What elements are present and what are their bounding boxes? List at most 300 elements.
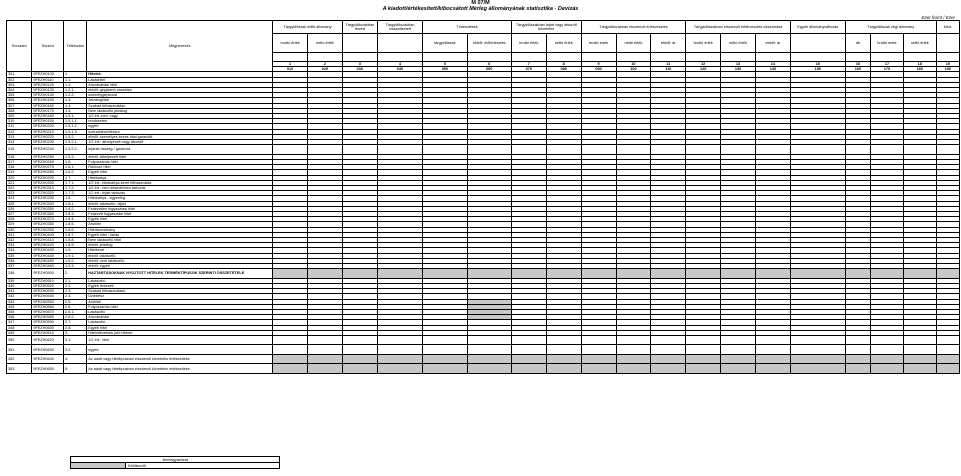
data-cell[interactable] [423,364,467,374]
row-megnevezes: Szabad felhasználású [87,289,273,294]
row-sorszam: 325 [7,201,32,206]
col-spacer [686,53,721,62]
row-sorszam: 343 [7,299,32,304]
row-sorkod: 9FEZH0130 [32,88,64,93]
data-cell[interactable] [651,269,686,279]
data-cell[interactable] [581,345,616,355]
data-cell[interactable] [651,335,686,345]
data-cell[interactable] [342,345,377,355]
data-cell[interactable] [871,145,904,155]
data-cell[interactable] [651,145,686,155]
legend-title: Jelmagyarázat [71,457,280,463]
data-cell[interactable] [273,269,308,279]
data-cell[interactable] [308,335,343,345]
data-cell[interactable] [651,354,686,364]
row-tetelszam: 2.6.2. [64,315,87,320]
data-cell[interactable] [546,145,581,155]
col-sub-header [377,34,422,53]
data-cell[interactable] [467,354,511,364]
data-cell[interactable] [651,364,686,374]
row-tetelszam: 3.2. [64,345,87,355]
row-sorkod: 9FEZH0460 [32,264,64,269]
row-sorszam: 307 [7,103,32,108]
data-cell[interactable] [721,269,756,279]
col-group-header: Törlesztések [423,21,512,34]
row-tetelszam: 2.6. [64,304,87,309]
row-sorszam: 351 [7,345,32,355]
col-sub-header [342,34,377,53]
data-cell[interactable] [845,345,870,355]
data-cell[interactable] [790,269,845,279]
col-number: 18 [903,62,936,67]
row-megnevezes: Hitelkártya [87,175,273,180]
table-row [7,345,960,355]
data-cell[interactable] [546,335,581,345]
data-cell[interactable] [581,354,616,364]
data-cell[interactable] [936,335,959,345]
data-cell[interactable] [511,354,546,364]
data-cell[interactable] [511,145,546,155]
row-tetelszam: 1.5.1.3. [64,129,87,134]
row-sorszam: 336 [7,258,32,263]
row-megnevezes: Rulírozó hitel [87,165,273,170]
row-sorszam: 318 [7,165,32,170]
row-sorkod: 9FEZH0570 [32,309,64,314]
row-sorkod: 9FEZH0150 [32,98,64,103]
col-number: 8 [546,62,581,67]
row-tetelszam: 1.8.5. [64,222,87,227]
data-cell[interactable] [790,364,845,374]
data-cell[interactable] [903,345,936,355]
row-megnevezes: egyéb [87,124,273,129]
data-cell[interactable] [423,269,467,279]
row-sorkod: 9FEZH0170 [32,108,64,113]
data-cell[interactable] [342,335,377,345]
row-sorkod: 9FEZH0290 [32,175,64,180]
col-number: 9 [581,62,616,67]
data-cell[interactable] [871,335,904,345]
data-cell[interactable] [616,354,651,364]
data-cell[interactable] [423,345,467,355]
data-cell[interactable] [936,269,959,279]
data-cell[interactable] [467,269,511,279]
data-cell[interactable] [511,335,546,345]
data-cell[interactable] [903,145,936,155]
row-tetelszam: 1.2.2. [64,93,87,98]
row-sorkod: 9FEZH0440 [32,253,64,258]
data-cell[interactable] [308,345,343,355]
data-cell[interactable] [546,345,581,355]
row-sorszam: 324 [7,196,32,201]
data-cell[interactable] [308,145,343,155]
col-spacer [511,53,546,62]
row-sorkod: 9FEZH0500 [32,269,64,279]
row-tetelszam: 1.9.2. [64,258,87,263]
col-spacer [342,53,377,62]
data-cell[interactable] [546,364,581,374]
row-tetelszam: 1.6.1. [64,165,87,170]
data-cell[interactable] [377,364,422,374]
row-sorszam: 349 [7,330,32,335]
data-cell[interactable] [686,345,721,355]
col-group-header: Tárgyidőszakban elszámolt értékvesztés visszaírása [686,21,791,34]
data-cell[interactable] [755,269,790,279]
row-sorszam: 310 [7,119,32,124]
row-sorkod: 9FEZH0590 [32,320,64,325]
row-sorkod: 9FEZH0160 [32,103,64,108]
data-cell[interactable] [755,364,790,374]
row-tetelszam: 1.9.1. [64,253,87,258]
row-sorszam: 309 [7,114,32,119]
data-cell[interactable] [871,269,904,279]
data-cell[interactable] [686,335,721,345]
row-sorkod: 9FEZH0140 [32,93,64,98]
col-sub-header: bruttó érték [581,34,616,53]
data-cell[interactable] [845,145,870,155]
data-cell[interactable] [423,354,467,364]
row-sorkod: 9FEZH0340 [32,201,64,206]
row-tetelszam: 1.5. [64,108,87,113]
data-cell[interactable] [686,364,721,374]
data-cell[interactable] [581,269,616,279]
row-sorszam: 344 [7,304,32,309]
row-sorszam: 342 [7,294,32,299]
col-code: 180 [903,67,936,72]
row-sorszam: 308 [7,108,32,113]
data-cell[interactable] [721,345,756,355]
row-sorszam: 303 [7,82,32,87]
data-cell[interactable] [342,354,377,364]
data-cell[interactable] [845,269,870,279]
data-cell[interactable] [936,345,959,355]
row-tetelszam: 1.7.1. [64,180,87,185]
col-number: 1 [273,62,308,67]
data-cell[interactable] [721,364,756,374]
row-megnevezes: 1/2 ért.: lejárt tartozás [87,191,273,196]
data-cell[interactable] [903,364,936,374]
row-sorkod: 9FEZH0580 [32,315,64,320]
legend-item: Kitöltendő [126,463,280,469]
data-cell[interactable] [686,354,721,364]
row-megnevezes: Folyószámla hitel [87,159,273,164]
row-megnevezes: Nem lakáscélú hitel [87,238,273,243]
data-cell[interactable] [342,269,377,279]
row-sorkod: 9FEZH0220 [32,134,64,139]
table-row [7,364,960,374]
row-tetelszam: 1.8.2. [64,206,87,211]
data-cell[interactable] [467,364,511,374]
report-title [0,0,961,12]
row-tetelszam: 1.7.2. [64,185,87,190]
col-spacer [308,53,343,62]
row-sorkod: 9FEZH0630 [32,345,64,355]
data-cell[interactable] [936,364,959,374]
row-tetelszam: 1.8.4. [64,217,87,222]
col-code: 150 [790,67,845,72]
col-group-header: Tárgyidőszak végi állomány [845,21,936,34]
col-spacer [845,53,870,62]
row-sorkod: 9FEZH0420 [32,243,64,248]
data-cell[interactable] [686,269,721,279]
col-sub-header: nettó érték [903,34,936,53]
row-sorszam: 319 [7,170,32,175]
row-tetelszam: 1.8.7. [64,232,87,237]
data-cell[interactable] [721,354,756,364]
data-cell[interactable] [511,364,546,374]
col-code: 190 [936,67,959,72]
row-sorkod: 9FEZH0600 [32,325,64,330]
row-sorszam: 305 [7,93,32,98]
data-cell[interactable] [581,364,616,374]
data-cell[interactable] [755,345,790,355]
col-code: 030 [342,67,377,72]
row-sorkod: 9FEZH0450 [32,258,64,263]
data-cell[interactable] [616,145,651,155]
row-tetelszam: 1.4. [64,103,87,108]
col-number: 10 [616,62,651,67]
row-sorkod: 9FEZH0280 [32,170,64,175]
row-megnevezes: Egyéb hitel / lakás [87,232,273,237]
row-megnevezes: ebből: nem lakáscélú [87,258,273,263]
col-sub-header: bruttó érték [273,34,308,53]
col-spacer [871,53,904,62]
data-cell[interactable] [308,364,343,374]
row-sorszam: 335 [7,253,32,258]
row-megnevezes: Áruhitel [87,222,273,227]
data-cell[interactable] [423,335,467,345]
data-cell[interactable] [423,145,467,155]
row-sorszam: 321 [7,180,32,185]
row-sorkod: 9FEZH0370 [32,217,64,222]
data-cell[interactable] [377,354,422,364]
data-cell[interactable] [903,335,936,345]
data-cell[interactable] [686,145,721,155]
row-sorkod: 9FEZH0110 [32,77,64,82]
row-tetelszam: 3.1. [64,335,87,345]
row-sorkod: 9FEZH0510 [32,278,64,283]
row-sorkod: 9FEZH0190 [32,119,64,124]
col-number: 14 [755,62,790,67]
data-cell[interactable] [845,335,870,345]
col-sub-header: ebből: előtörlesztés [467,34,511,53]
row-sorkod: 9FEZH0530 [32,289,64,294]
row-megnevezes: 1/2 ért.-ben: vagy [87,114,273,119]
data-cell[interactable] [273,354,308,364]
col-header-sorszam: Sorszám [7,21,32,72]
row-tetelszam: 1.6. [64,159,87,164]
data-cell[interactable] [936,145,959,155]
col-code: 130 [721,67,756,72]
data-cell[interactable] [790,345,845,355]
data-cell[interactable] [511,269,546,279]
row-megnevezes: Egyéb hitel [87,170,273,175]
data-cell[interactable] [755,354,790,364]
col-number: 12 [686,62,721,67]
data-cell[interactable] [871,345,904,355]
col-spacer [377,53,422,62]
row-sorszam: 332 [7,238,32,243]
data-cell[interactable] [755,145,790,155]
data-cell[interactable] [790,145,845,155]
col-number: 7 [511,62,546,67]
row-sorkod: 9FEZH0350 [32,206,64,211]
data-cell[interactable] [342,364,377,374]
row-sorkod: 9FEZH0270 [32,165,64,170]
data-cell[interactable] [790,335,845,345]
data-cell[interactable] [790,354,845,364]
data-cell[interactable] [616,345,651,355]
data-cell[interactable] [936,354,959,364]
row-megnevezes: Hitelintézetnek jutó hitelek [87,330,273,335]
col-number: 11 [651,62,686,67]
row-sorkod: 9FEZH0210 [32,129,64,134]
row-tetelszam: 1.6.2. [64,170,87,175]
row-sorszam: 316 [7,154,32,159]
col-code: 020 [308,67,343,72]
row-sorszam: 347 [7,320,32,325]
row-megnevezes: ebből: lakáscélú, lejárt [87,201,273,206]
row-megnevezes: ebből: jelzálog [87,243,273,248]
row-megnevezes: Áruvásárlási hitel [87,82,273,87]
col-sub-header: nettó érték [308,34,343,53]
row-sorszam: 339 [7,278,32,283]
row-tetelszam: 1.5.2. [64,134,87,139]
row-megnevezes: Üzletrész [87,294,273,299]
row-tetelszam: 1.3. [64,98,87,103]
row-tetelszam: 1.8.9. [64,243,87,248]
data-cell[interactable] [377,269,422,279]
row-tetelszam: 1.8.8. [64,238,87,243]
data-cell[interactable] [903,269,936,279]
col-code: 090 [581,67,616,72]
row-megnevezes: 1/2 ért.: hitel [87,335,273,345]
row-tetelszam: 1.2. [64,82,87,87]
row-tetelszam: 1.8.1. [64,201,87,206]
row-tetelszam: 1.5.1. [64,114,87,119]
col-sub-header: nettó érték [546,34,581,53]
data-cell[interactable] [845,354,870,364]
row-tetelszam: 2.3. [64,289,87,294]
row-tetelszam: 2.4. [64,294,87,299]
data-cell[interactable] [273,335,308,345]
data-cell[interactable] [616,364,651,374]
row-megnevezes: Hitelkeret [87,248,273,253]
row-tetelszam: 2.6.1. [64,309,87,314]
table-row [7,269,960,279]
data-cell[interactable] [546,354,581,364]
data-cell[interactable] [651,345,686,355]
col-code: 170 [871,67,904,72]
row-tetelszam: 1.8. [64,196,87,201]
row-sorkod: 9FEZH0230 [32,140,64,145]
row-sorszam: 350 [7,335,32,345]
table-row [7,354,960,364]
row-megnevezes: ebből: egyéb [87,264,273,269]
row-tetelszam: 1.5.2.1. [64,140,87,145]
col-group-header: Tárgyidőszak előtti állomány [273,21,343,34]
data-cell[interactable] [581,335,616,345]
col-spacer [651,53,686,62]
data-cell[interactable] [342,145,377,155]
row-sorszam: 322 [7,185,32,190]
col-spacer [581,53,616,62]
data-cell[interactable] [377,335,422,345]
row-tetelszam: 1.9. [64,248,87,253]
row-sorkod: 9FEZH0360 [32,211,64,216]
row-sorszam: 330 [7,227,32,232]
data-cell[interactable] [511,345,546,355]
data-cell[interactable] [581,145,616,155]
row-sorkod: 9FEZH0330 [32,196,64,201]
unit-label: Ezer forint / Ezer [921,15,955,20]
row-sorszam: 326 [7,206,32,211]
row-megnevezes: Jelzáloghitel [87,98,273,103]
data-cell[interactable] [755,335,790,345]
row-megnevezes: Fedezetlen fogyasztási hitel [87,206,273,211]
data-cell[interactable] [273,145,308,155]
row-sorkod: 9FEZH0550 [32,299,64,304]
row-sorkod: 9FEZH0620 [32,335,64,345]
row-megnevezes: Az adott vagy hiteltípusban elszámolt követelés értékesítése [87,354,273,364]
data-cell[interactable] [467,145,511,155]
data-cell[interactable] [903,354,936,364]
col-number: 16 [845,62,870,67]
col-spacer [790,53,845,62]
data-cell[interactable] [467,335,511,345]
data-cell[interactable] [845,364,870,374]
row-megnevezes: ebből: személyes kezes által garantált [87,134,273,139]
data-cell[interactable] [721,145,756,155]
data-cell[interactable] [273,345,308,355]
row-sorszam: 311 [7,124,32,129]
data-cell[interactable] [616,335,651,345]
row-tetelszam: 2.7. [64,320,87,325]
data-cell[interactable] [721,335,756,345]
data-cell[interactable] [308,354,343,364]
report-subtitle: A kiadott/értékesített/kibocsátott Mérleg állományának statisztika - Devizás [382,6,579,12]
row-sorszam: 337 [7,264,32,269]
col-spacer [936,53,959,62]
row-sorkod: 9FEZH0520 [32,283,64,288]
row-tetelszam: 1.8.3. [64,211,87,216]
row-sorszam: 328 [7,217,32,222]
row-megnevezes: 1/2 ért.: áthelyezett vagy átsorolt [87,140,273,145]
data-cell[interactable] [871,364,904,374]
row-tetelszam: 5. [64,364,87,374]
row-megnevezes: ebből: áthelyezett hitel [87,154,273,159]
data-cell[interactable] [546,269,581,279]
col-group-header: Tárgyidőszakban visszafizetett [377,21,422,34]
data-cell[interactable] [308,269,343,279]
row-sorszam: 338 [7,269,32,279]
col-header-tetelszam: Tételszám [64,21,87,72]
row-tetelszam: 1.5.1.2. [64,124,87,129]
col-code: 060 [467,67,511,72]
col-number: 15 [790,62,845,67]
row-tetelszam: 2.8. [64,325,87,330]
data-cell[interactable] [377,145,422,155]
row-sorkod: 9FEZH0650 [32,364,64,374]
data-cell[interactable] [273,364,308,374]
data-cell[interactable] [616,269,651,279]
data-cell[interactable] [871,354,904,364]
row-sorkod: 9FEZH0250 [32,154,64,159]
col-number: 13 [721,62,756,67]
data-cell[interactable] [467,345,511,355]
data-cell[interactable] [377,345,422,355]
table-row [7,145,960,155]
col-code: 110 [651,67,686,72]
